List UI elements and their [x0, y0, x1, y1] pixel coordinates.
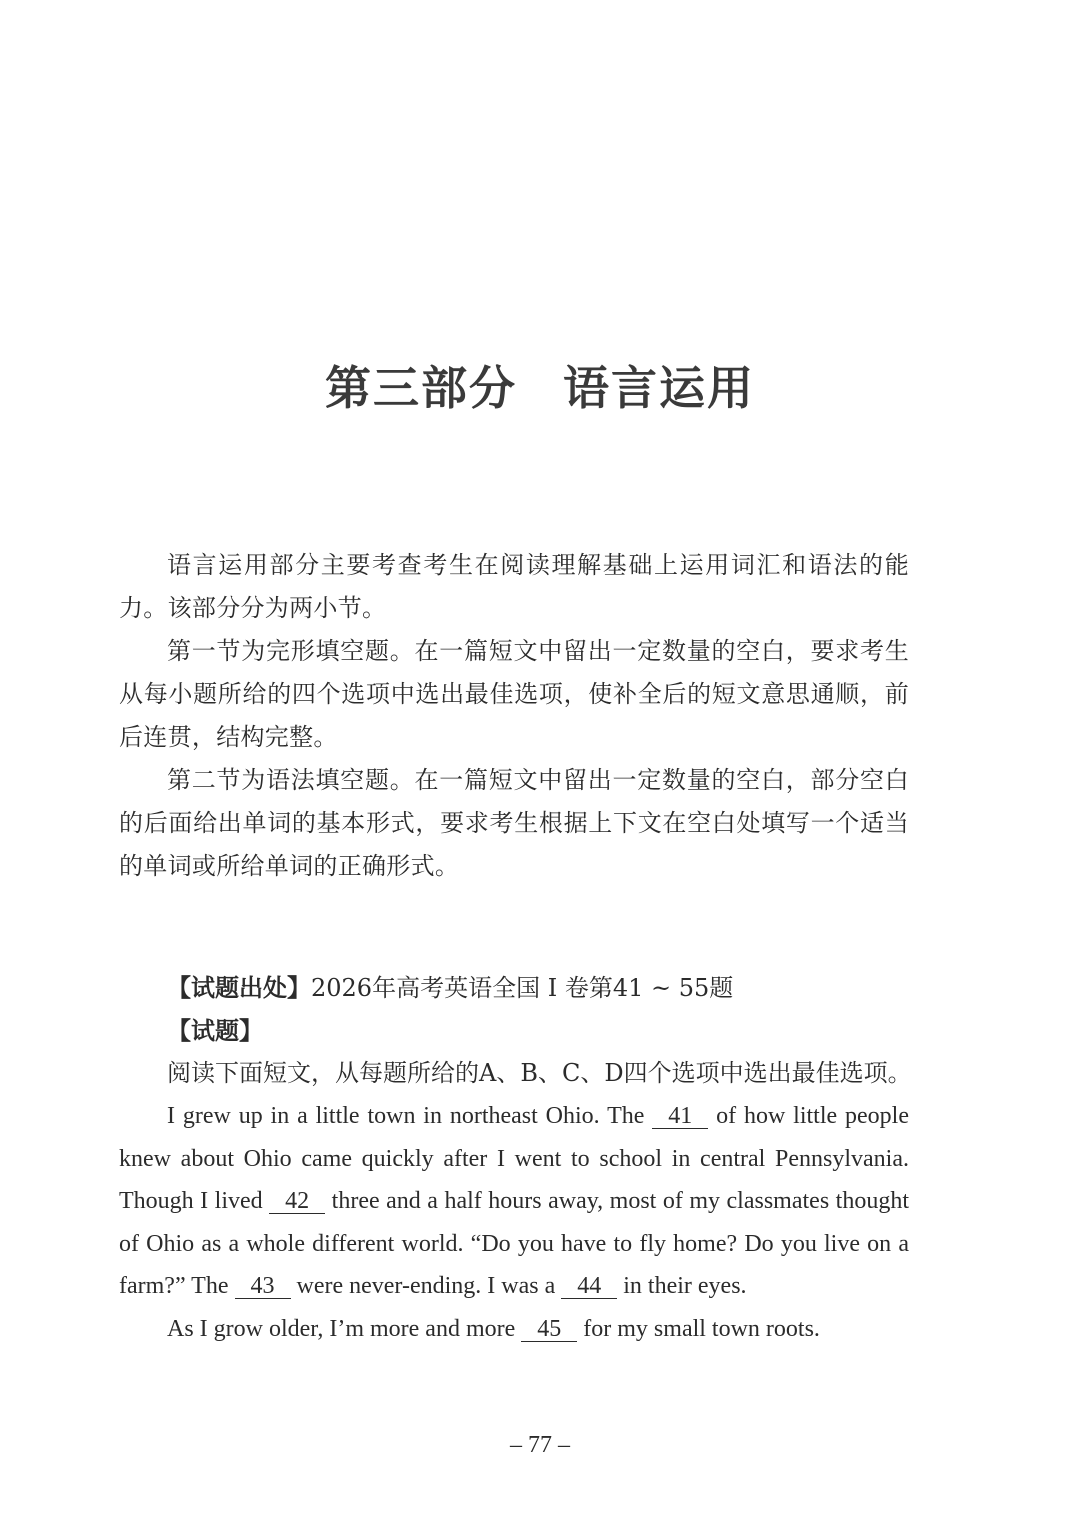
- instruction-text: 阅读下面短文，从每题所给的A、B、C、D四个选项中选出最佳选项。: [167, 1059, 912, 1087]
- passage-text: As I grow older, I’m more and more: [167, 1315, 522, 1342]
- intro-paragraph-2: 第一节为完形填空题。在一篇短文中留出一定数量的空白，要求考生从每小题所给的四个选项中选出最佳选项，使补全后的短文意思通顺，前后连贯，结构完整。: [119, 637, 909, 751]
- passage-text: three and a half hours away, most of my classmates thought of Ohio as a whole different world. “Do you have to fly home? Do you live on a farm?” The: [119, 1188, 910, 1299]
- passage-text: of how little people knew about Ohio came quickly after I went to school in central Pennsylvania. Though I lived: [119, 1103, 909, 1214]
- intro-paragraph-1: 语言运用部分主要考查考生在阅读理解基础上运用词汇和语法的能力。该部分分为两小节。: [119, 551, 909, 622]
- source-line: [167, 967, 733, 1010]
- blank-42: 42: [269, 1189, 325, 1214]
- blank-43: 43: [235, 1274, 291, 1299]
- passage-paragraph-1: [119, 1095, 909, 1308]
- blank-41: 41: [652, 1104, 708, 1129]
- intro-section: [119, 544, 909, 888]
- passage-text: were never-ending. I was a: [290, 1273, 562, 1299]
- passage-text: I grew up in a little town in northeast Ohio. The: [167, 1103, 653, 1129]
- passage-text: in their eyes.: [617, 1273, 747, 1299]
- question-label: 【试题】: [167, 1017, 263, 1045]
- blank-44: 44: [561, 1274, 617, 1299]
- intro-paragraph-3: 第二节为语法填空题。在一篇短文中留出一定数量的空白，部分空白的后面给出单词的基本形式，要求考生根据上下文在空白处填写一个适当的单词或所给单词的正确形式。: [119, 766, 909, 880]
- source-label: 【试题出处】: [167, 974, 311, 1002]
- page-number: – 77 –: [510, 1432, 570, 1458]
- passage: [119, 1095, 909, 1350]
- part-label: 第三部分: [325, 361, 517, 415]
- page-title: [0, 352, 1080, 418]
- part-name: 语言运用: [563, 361, 755, 415]
- passage-paragraph-2: [119, 1308, 909, 1351]
- instruction-line: [167, 1052, 912, 1095]
- passage-text: for my small town roots.: [577, 1315, 820, 1342]
- question-label-line: [167, 1010, 263, 1053]
- source-text: 2026年高考英语全国 I 卷第41 ~ 55题: [311, 974, 734, 1002]
- blank-45: 45: [521, 1317, 577, 1342]
